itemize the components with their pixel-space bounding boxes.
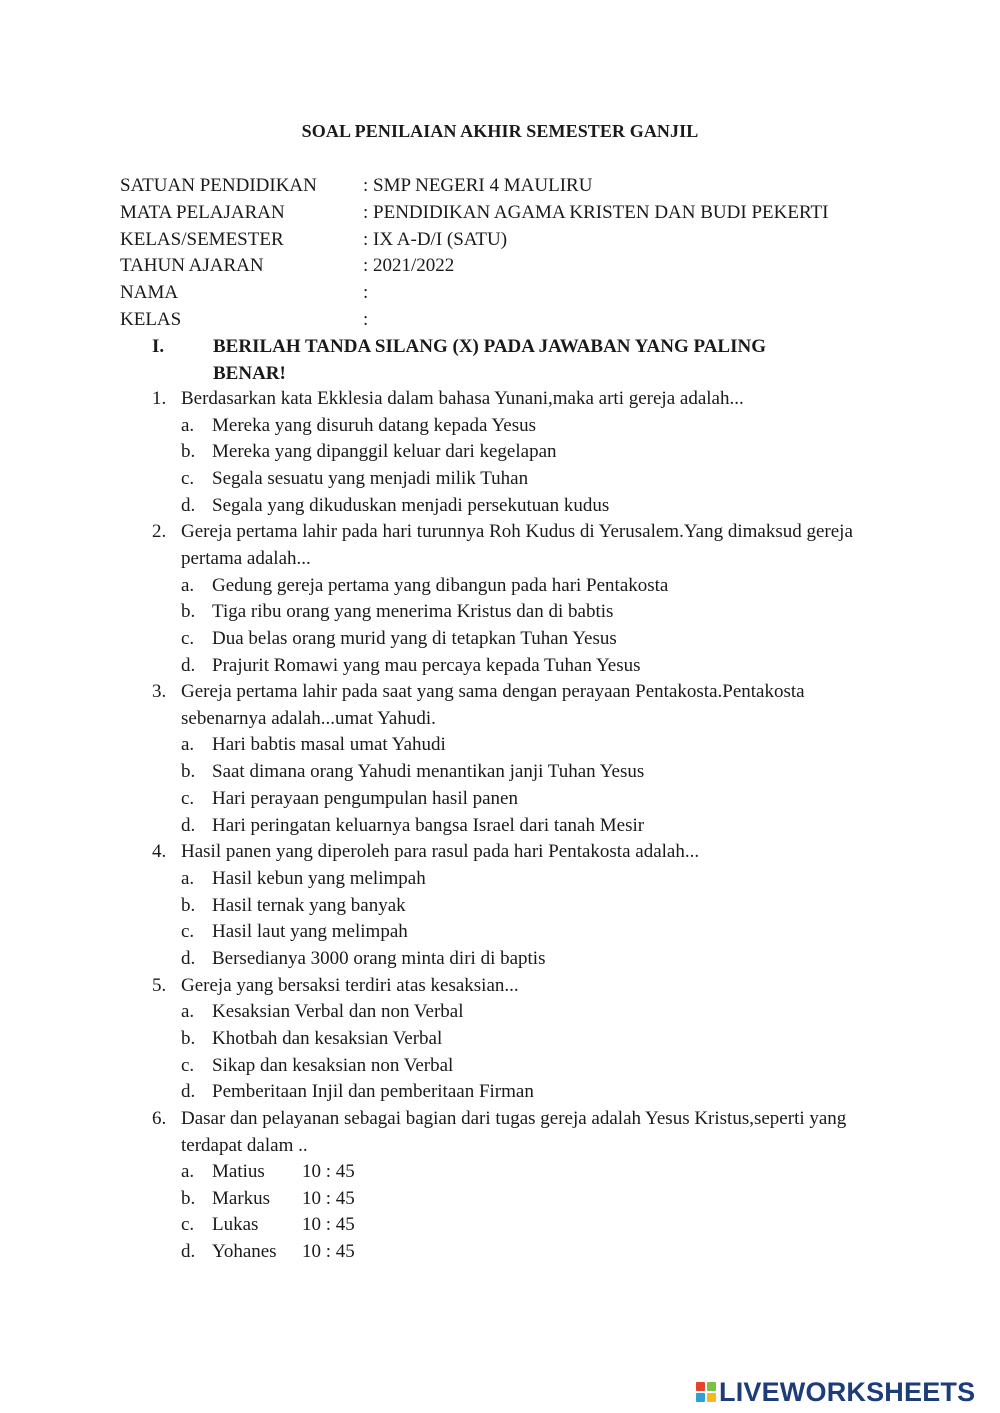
option-letter: a.: [181, 1001, 195, 1023]
question-number: 3.: [152, 681, 167, 703]
answer-option[interactable]: [181, 1026, 872, 1053]
option-verse: 10 : 45: [302, 1241, 355, 1263]
option-letter: a.: [181, 734, 195, 756]
option-letter: b.: [181, 1187, 196, 1209]
option-text: Prajurit Romawi yang mau percaya kepada Tuhan Yesus: [212, 654, 641, 676]
logo-square: [696, 1382, 705, 1391]
option-letter: c.: [181, 627, 195, 649]
option-letter: d.: [181, 1241, 196, 1263]
section-number: I.: [152, 336, 165, 357]
question-item: [152, 519, 872, 679]
info-row-kelas: [120, 307, 828, 334]
option-text: Mereka yang dipanggil keluar dari kegelapan: [212, 441, 557, 463]
option-letter: b.: [181, 761, 196, 783]
info-label: SATUAN PENDIDIKAN: [120, 175, 317, 196]
info-row-mapel: [120, 200, 828, 227]
answer-option[interactable]: [181, 626, 872, 653]
info-row-tahun-ajaran: [120, 253, 828, 280]
option-letter: c.: [181, 787, 195, 809]
logo-squares-icon: [696, 1382, 716, 1402]
logo-square: [696, 1393, 705, 1402]
question-text: Dasar dan pelayanan sebagai bagian dari tugas gereja adalah Yesus Kristus,seperti yang terdapat dalam ..: [181, 1107, 847, 1156]
option-text: Hasil kebun yang melimpah: [212, 867, 426, 889]
info-row-kelas-semester: [120, 227, 828, 254]
option-text: Hari babtis masal umat Yahudi: [212, 734, 446, 756]
logo-square: [707, 1382, 716, 1391]
answer-option[interactable]: [181, 1212, 872, 1239]
logo-square: [707, 1393, 716, 1402]
info-label: TAHUN AJARAN: [120, 255, 264, 277]
option-letter: d.: [181, 814, 196, 836]
option-text: Segala sesuatu yang menjadi milik Tuhan: [212, 467, 529, 489]
answer-option[interactable]: [181, 1239, 872, 1266]
answer-option[interactable]: [181, 573, 872, 600]
question-text: Gereja pertama lahir pada hari turunnya Roh Kudus di Yerusalem.Yang dimaksud gereja pertama adalah...: [181, 521, 853, 569]
option-letter: c.: [181, 921, 195, 943]
option-text: Mereka yang disuruh datang kepada Yesus: [212, 414, 536, 436]
info-label: KELAS: [120, 308, 182, 330]
option-text: Bersedianya 3000 orang minta diri di baptis: [212, 947, 546, 969]
question-text: Gereja yang bersaksi terdiri atas kesaksian...: [181, 974, 519, 996]
answer-option[interactable]: [181, 893, 872, 920]
option-verse: 10 : 45: [302, 1161, 355, 1183]
option-book: Yohanes: [212, 1241, 277, 1263]
document-title: SOAL PENILAIAN AKHIR SEMESTER GANJIL: [301, 121, 699, 141]
question-number: 2.: [152, 521, 167, 543]
answer-option[interactable]: [181, 1186, 872, 1213]
option-book: Matius: [212, 1161, 265, 1183]
question-number: 5.: [152, 974, 167, 996]
info-row-nama: [120, 280, 828, 307]
option-book: Lukas: [212, 1214, 259, 1236]
option-letter: a.: [181, 574, 195, 596]
answer-option[interactable]: [181, 999, 872, 1026]
info-label: KELAS/SEMESTER: [120, 228, 284, 250]
option-verse: 10 : 45: [302, 1187, 355, 1209]
option-letter: b.: [181, 894, 196, 916]
answer-option[interactable]: [181, 919, 872, 946]
option-text: Hari perayaan pengumpulan hasil panen: [212, 787, 518, 809]
option-letter: d.: [181, 494, 196, 516]
option-verse: 10 : 45: [302, 1214, 355, 1236]
info-label: MATA PELAJARAN: [120, 201, 285, 223]
option-letter: a.: [181, 414, 195, 436]
option-text: Khotbah dan kesaksian Verbal: [212, 1027, 443, 1049]
option-text: Gedung gereja pertama yang dibangun pada hari Pentakosta: [212, 574, 669, 596]
question-number: 6.: [152, 1107, 167, 1129]
question-item: [152, 1106, 872, 1266]
question-text: Hasil panen yang diperoleh para rasul pada hari Pentakosta adalah...: [181, 841, 700, 863]
option-letter: c.: [181, 467, 195, 489]
option-text: Hasil laut yang melimpah: [212, 921, 408, 943]
option-text: Hari peringatan keluarnya bangsa Israel dari tanah Mesir: [212, 814, 645, 836]
option-letter: b.: [181, 601, 196, 623]
option-text: Segala yang dikuduskan menjadi persekutuan kudus: [212, 494, 610, 516]
answer-option[interactable]: [181, 493, 872, 520]
option-letter: d.: [181, 947, 196, 969]
answer-option[interactable]: [181, 759, 872, 786]
answer-option[interactable]: [181, 466, 872, 493]
answer-option[interactable]: [181, 1053, 872, 1080]
liveworksheets-logo: [696, 1377, 975, 1407]
option-text: Tiga ribu orang yang menerima Kristus dan di babtis: [212, 601, 614, 623]
answer-option[interactable]: [181, 813, 872, 840]
question-number: 4.: [152, 841, 167, 863]
question-item: [152, 679, 872, 839]
option-letter: a.: [181, 867, 195, 889]
answer-option[interactable]: [181, 1079, 872, 1106]
option-book: Markus: [212, 1187, 271, 1209]
option-text: Sikap dan kesaksian non Verbal: [212, 1054, 454, 1076]
logo-text: LIVEWORKSHEETS: [719, 1376, 976, 1407]
section-heading: [152, 334, 833, 387]
option-text: Dua belas orang murid yang di tetapkan Tuhan Yesus: [212, 627, 617, 649]
option-letter: b.: [181, 441, 196, 463]
question-item: [152, 839, 872, 972]
info-value: : IX A-D/I (SATU): [363, 228, 508, 250]
question-text: Gereja pertama lahir pada saat yang sama dengan perayaan Pentakosta.Pentakosta sebenarnya adalah...umat Yahudi.: [181, 681, 805, 729]
answer-option[interactable]: [181, 1159, 872, 1186]
student-info-block: [120, 173, 828, 334]
question-item: [152, 386, 872, 519]
answer-option[interactable]: [181, 946, 872, 973]
option-letter: c.: [181, 1214, 195, 1236]
option-text: Kesaksian Verbal dan non Verbal: [212, 1001, 464, 1023]
option-text: Pemberitaan Injil dan pemberitaan Firman: [212, 1081, 534, 1103]
info-row-satuan: [120, 173, 828, 200]
question-text: Berdasarkan kata Ekklesia dalam bahasa Yunani,maka arti gereja adalah...: [181, 388, 744, 409]
option-letter: d.: [181, 654, 196, 676]
info-label: NAMA: [120, 282, 179, 304]
answer-option[interactable]: [181, 413, 872, 440]
option-letter: d.: [181, 1081, 196, 1103]
question-item: [152, 973, 872, 1106]
option-letter: b.: [181, 1027, 196, 1049]
answer-option[interactable]: [181, 599, 872, 626]
info-value: : SMP NEGERI 4 MAULIRU: [363, 175, 593, 196]
answer-option[interactable]: [181, 786, 872, 813]
option-letter: a.: [181, 1161, 195, 1183]
answer-option[interactable]: [181, 732, 872, 759]
info-value: : PENDIDIKAN AGAMA KRISTEN DAN BUDI PEKERTI: [363, 201, 829, 223]
answer-option[interactable]: [181, 653, 872, 680]
question-list: [152, 386, 872, 1266]
option-letter: c.: [181, 1054, 195, 1076]
section-instruction: BERILAH TANDA SILANG (X) PADA JAWABAN YANG PALING BENAR!: [213, 336, 767, 384]
option-text: Hasil ternak yang banyak: [212, 894, 406, 916]
answer-option[interactable]: [181, 439, 872, 466]
answer-option[interactable]: [181, 866, 872, 893]
name-field[interactable]: :: [363, 282, 369, 304]
class-field[interactable]: :: [363, 308, 369, 330]
question-number: 1.: [152, 388, 167, 409]
info-value: : 2021/2022: [363, 255, 455, 277]
option-text: Saat dimana orang Yahudi menantikan janji Tuhan Yesus: [212, 761, 645, 783]
